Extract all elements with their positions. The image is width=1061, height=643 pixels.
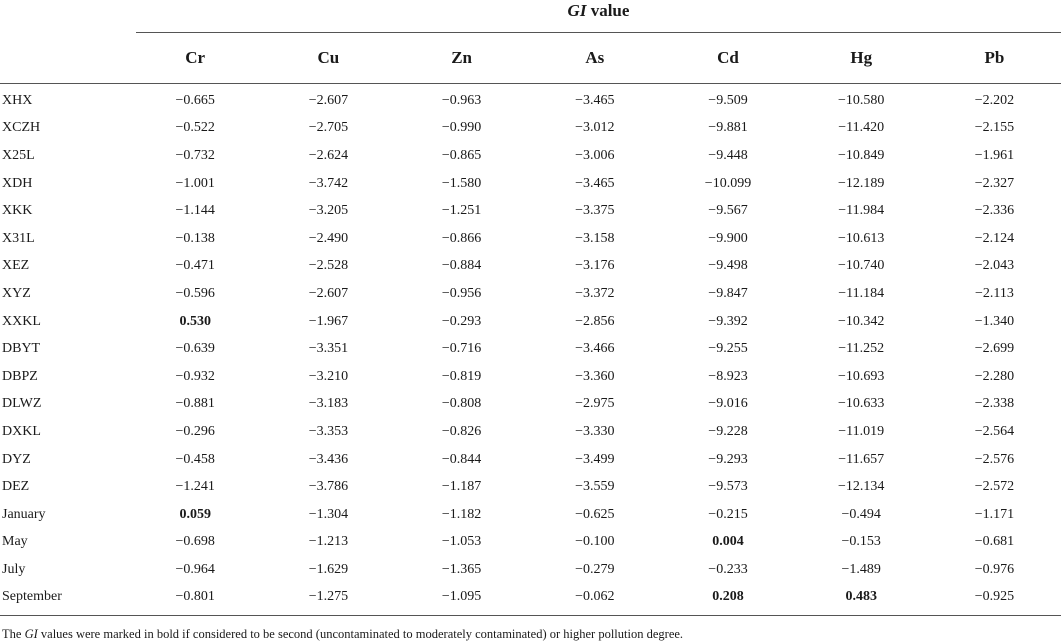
table-cell: −1.365 [441,561,482,577]
table-cell: −3.360 [575,368,615,384]
table-cell: −0.884 [441,258,482,274]
table-cell: −1.580 [441,175,482,191]
table-cell: −0.681 [974,534,1015,550]
row-label: May [2,534,28,550]
table-cell: −2.490 [308,230,349,246]
table-cell: −10.099 [704,175,752,191]
table-row [0,418,1061,446]
table-cell: −3.210 [308,368,349,384]
table-cell: −11.984 [838,203,885,219]
table-cell: −3.499 [575,451,615,467]
table-cell: −0.665 [175,92,215,108]
table-cell: −3.353 [308,423,349,439]
group-header-rule [136,32,1061,33]
row-label: XEZ [2,258,30,274]
table-row [0,473,1061,501]
table-cell: 0.483 [845,589,877,605]
column-header-hg: Hg [850,48,873,67]
table-cell: −2.699 [974,341,1015,357]
table-cell: −2.705 [308,120,349,136]
table-cell: −9.573 [708,479,748,495]
row-label: DYZ [2,451,31,467]
table-cell: −0.215 [708,506,748,522]
table-row [0,225,1061,253]
footnote-prefix: The [2,627,25,641]
row-label: X31L [2,230,35,246]
table-cell: −3.786 [308,479,349,495]
table-cell: −11.657 [838,451,885,467]
table-row [0,584,1061,612]
table-cell: −9.392 [708,313,748,329]
table-cell: −3.436 [308,451,349,467]
column-header-zn: Zn [451,48,472,67]
table-row [0,391,1061,419]
table-cell: −11.019 [838,423,885,439]
table-cell: −9.847 [708,285,748,301]
table-cell: −0.956 [441,285,482,301]
table-cell: −9.255 [708,341,748,357]
table-cell: −9.293 [708,451,748,467]
table-cell: −2.155 [974,120,1015,136]
table-cell: −0.596 [175,285,215,301]
table-cell: −1.241 [175,479,215,495]
row-label: DEZ [2,479,30,495]
column-header-pb: Pb [984,48,1005,67]
table-cell: −2.564 [974,423,1015,439]
table-cell: −3.183 [308,396,349,412]
table-row [0,308,1061,336]
table-cell: −0.932 [175,368,215,384]
table-cell: −3.012 [575,120,615,136]
table-cell: −8.923 [708,368,748,384]
table-cell: −0.976 [974,561,1015,577]
table-cell: −3.372 [575,285,615,301]
column-header-cd: Cd [717,48,739,67]
table-cell: −9.567 [708,203,748,219]
table-cell: −9.881 [708,120,748,136]
table-cell: −3.559 [575,479,615,495]
table-cell: −10.342 [838,313,885,329]
table-cell: −3.351 [308,341,349,357]
table-cell: −2.043 [974,258,1015,274]
table-cell: −2.327 [974,175,1015,191]
table-cell: −0.866 [441,230,482,246]
table-cell: −0.732 [175,147,215,163]
table-cell: −2.856 [575,313,615,329]
table-cell: −2.124 [974,230,1015,246]
group-header-rest: value [586,1,630,20]
table-row [0,335,1061,363]
row-label: XXKL [2,313,41,329]
table-cell: −2.607 [308,285,349,301]
table-cell: −2.576 [974,451,1015,467]
table-footnote [2,627,683,642]
table-cell: −3.742 [308,175,349,191]
table-cell: −2.975 [575,396,615,412]
table-cell: −1.961 [974,147,1015,163]
table-cell: −11.420 [838,120,885,136]
column-header-cu: Cu [317,48,340,67]
bottom-rule [0,615,1061,616]
table-cell: −9.228 [708,423,748,439]
table-cell: −11.252 [838,341,885,357]
table-cell: −1.489 [841,561,881,577]
table-cell: −2.338 [974,396,1015,412]
table-cell: −3.158 [575,230,615,246]
table-cell: −9.900 [708,230,748,246]
table-cell: −1.171 [974,506,1015,522]
table-cell: −10.849 [838,147,885,163]
table-cell: −1.144 [175,203,215,219]
table-row [0,529,1061,557]
table-cell: −12.134 [838,479,885,495]
table-cell: −1.213 [308,534,349,550]
table-cell: −2.280 [974,368,1015,384]
table-cell: −1.182 [441,506,482,522]
row-label: DLWZ [2,396,42,412]
table-cell: −2.624 [308,147,349,163]
table-cell: −0.964 [175,561,215,577]
row-label: XCZH [2,120,41,136]
table-cell: −2.336 [974,203,1015,219]
table-cell: 0.530 [179,313,211,329]
table-cell: −3.465 [575,92,615,108]
table-row [0,253,1061,281]
table-cell: −10.613 [838,230,885,246]
table-cell: −0.808 [441,396,482,412]
table-cell: −10.580 [838,92,885,108]
row-label: XHX [2,92,33,108]
table-row [0,87,1061,115]
table-cell: −0.062 [575,589,615,605]
row-label: DBYT [2,341,41,357]
table-cell: −9.448 [708,147,748,163]
table-cell: −0.494 [841,506,881,522]
table-cell: −11.184 [838,285,885,301]
table-cell: −1.967 [308,313,349,329]
group-header [0,0,1061,33]
table-cell: 0.059 [179,506,211,522]
table-row [0,363,1061,391]
table-row [0,197,1061,225]
table-cell: −0.293 [441,313,482,329]
table-row [0,280,1061,308]
table-cell: −10.633 [838,396,885,412]
table-cell: −1.275 [308,589,349,605]
table-cell: −10.693 [838,368,885,384]
table-cell: −0.100 [575,534,615,550]
table-body [0,84,1061,611]
table-cell: 0.208 [712,589,744,605]
table-row [0,142,1061,170]
row-label: X25L [2,147,35,163]
group-header-italic: GI [567,1,587,20]
table-cell: −2.202 [974,92,1015,108]
row-label: September [2,589,62,605]
table-cell: −3.330 [575,423,615,439]
table-cell: −0.881 [175,396,215,412]
footnote-suffix: values were marked in bold if considered to be second (uncontaminated to moderately contaminated) or higher pollution degree. [37,627,684,641]
column-header-cr: Cr [185,48,206,67]
footnote-italic: GI [24,627,38,641]
table-cell: −1.629 [308,561,349,577]
table-cell: −0.639 [175,341,215,357]
row-label: July [2,561,26,577]
table-row [0,115,1061,143]
table-cell: −9.498 [708,258,748,274]
table-cell: −0.522 [175,120,215,136]
column-header-as: As [585,48,605,67]
table-cell: −9.509 [708,92,748,108]
table-cell: −2.113 [974,285,1014,301]
table-cell: −1.187 [441,479,482,495]
column-header-row [0,33,1061,84]
table-cell: −1.001 [175,175,215,191]
table-cell: −9.016 [708,396,748,412]
table-cell: −3.006 [575,147,615,163]
table-cell: −0.296 [175,423,215,439]
row-label: XDH [2,175,33,191]
table-cell: −1.304 [308,506,349,522]
table-cell: −0.844 [441,451,482,467]
table-row [0,501,1061,529]
table-cell: −1.053 [441,534,482,550]
row-label: XKK [2,203,33,219]
table-cell: −12.189 [838,175,885,191]
row-label: XYZ [2,285,31,301]
table-cell: −3.375 [575,203,615,219]
table-row [0,170,1061,198]
table-cell: −0.458 [175,451,215,467]
table-cell: −0.819 [441,368,482,384]
table-row [0,446,1061,474]
table-cell: −10.740 [838,258,885,274]
table-cell: −0.698 [175,534,215,550]
table-cell: −2.607 [308,92,349,108]
table-row [0,556,1061,584]
table-cell: −0.865 [441,147,482,163]
table-cell: −0.233 [708,561,748,577]
table-cell: −0.925 [974,589,1015,605]
table-cell: −3.176 [575,258,615,274]
group-header-title [0,0,1061,22]
table-cell: −3.205 [308,203,349,219]
table-cell: 0.004 [712,534,744,550]
table-cell: −3.465 [575,175,615,191]
table-cell: −2.572 [974,479,1015,495]
table-cell: −1.340 [974,313,1015,329]
row-label: January [2,506,46,522]
table-cell: −2.528 [308,258,349,274]
table-cell: −0.826 [441,423,482,439]
row-label: DXKL [2,423,41,439]
table-cell: −0.963 [441,92,482,108]
table-cell: −1.251 [441,203,482,219]
table-cell: −0.471 [175,258,215,274]
row-label: DBPZ [2,368,38,384]
table-cell: −1.095 [441,589,482,605]
table-cell: −0.625 [575,506,615,522]
table-cell: −0.990 [441,120,482,136]
table-cell: −0.138 [175,230,215,246]
table-cell: −0.279 [575,561,615,577]
table-cell: −0.801 [175,589,215,605]
table-cell: −0.716 [441,341,482,357]
table-cell: −3.466 [575,341,615,357]
table-cell: −0.153 [841,534,881,550]
